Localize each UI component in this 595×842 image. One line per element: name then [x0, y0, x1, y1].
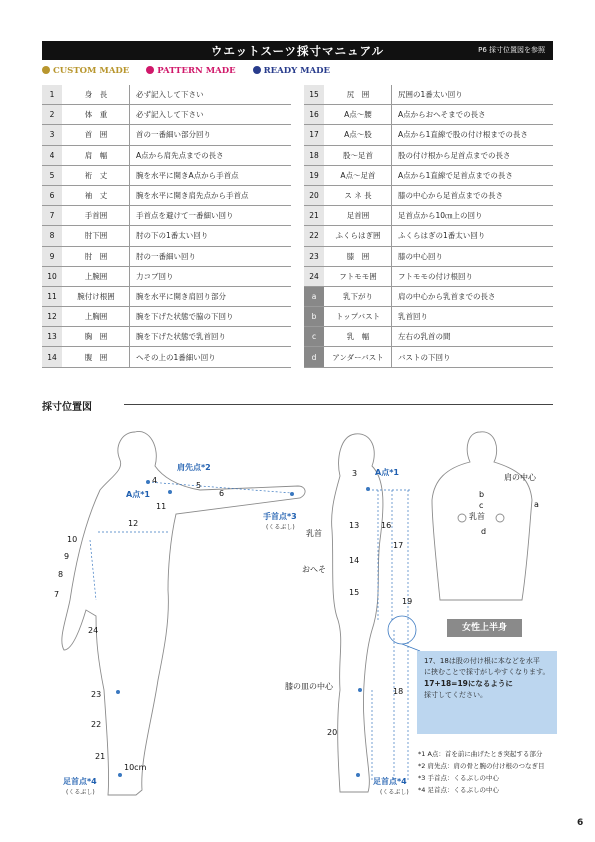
- arm-line-left: [90, 540, 96, 600]
- row-number: a: [304, 286, 325, 306]
- row-description: 肘の一番細い回り: [130, 246, 292, 266]
- row-number: b: [304, 307, 325, 327]
- num-8: 8: [58, 570, 64, 579]
- row-name: 足首囲: [325, 206, 392, 226]
- row-description: 乳首回り: [392, 307, 554, 327]
- right-figure-outline: [332, 434, 383, 792]
- nipple-left-icon: [458, 514, 466, 522]
- row-number: 17: [304, 125, 325, 145]
- wrist-marker-icon: [290, 492, 294, 496]
- info-line-3: 17+18=19になるように: [424, 679, 513, 688]
- wrist-point-label: 手首点*3: [263, 512, 297, 521]
- shoulder-point-label: 肩先点*2: [177, 463, 211, 472]
- row-name: 体 重: [63, 105, 130, 125]
- row-number: 23: [304, 246, 325, 266]
- row-description: 腕を水平に開き肩先点から手首点: [130, 185, 292, 205]
- legend-ready-made: READY MADE: [253, 66, 330, 76]
- num-5: 5: [196, 481, 202, 490]
- female-nipple-label: 乳首: [469, 512, 485, 521]
- row-name: 腕付け根囲: [63, 286, 130, 306]
- info-line-4: 採寸してください。: [424, 691, 487, 699]
- num-17: 17: [393, 541, 404, 550]
- row-number: 11: [42, 286, 63, 306]
- row-name: アンダーバスト: [325, 347, 392, 367]
- row-name: 上胸囲: [63, 307, 130, 327]
- num-21: 21: [95, 752, 106, 761]
- num-14: 14: [349, 556, 360, 565]
- a-point-side-marker-icon: [366, 487, 370, 491]
- row-description: フトモモの付け根回り: [392, 266, 554, 286]
- row-number: 22: [304, 226, 325, 246]
- num-9: 9: [64, 552, 70, 561]
- row-name: 腹 囲: [63, 347, 130, 367]
- knee-left-marker-icon: [116, 690, 120, 694]
- ankle-sub-label-right: (くるぶし): [380, 789, 409, 796]
- legend-custom-made: CUSTOM MADE: [42, 66, 129, 76]
- footnote-4: *4 足首点：くるぶしの中心: [418, 786, 499, 794]
- row-number: c: [304, 327, 325, 347]
- num-c: c: [479, 501, 484, 510]
- navel-label: おへそ: [302, 565, 326, 574]
- row-description: ふくらはぎの1番太い回り: [392, 226, 554, 246]
- row-number: 7: [42, 206, 63, 226]
- shoulder-marker-icon: [168, 490, 172, 494]
- row-description: 肘の下の1番太い回り: [130, 226, 292, 246]
- row-description: 腕を下げた状態で脇の下回り: [130, 307, 292, 327]
- row-description: 必ず記入して下さい: [130, 105, 292, 125]
- row-name: ス ネ 長: [325, 185, 392, 205]
- a-point-label-left: A点*1: [126, 490, 150, 499]
- row-number: 8: [42, 226, 63, 246]
- info-box: [417, 651, 557, 734]
- row-number: 9: [42, 246, 63, 266]
- num-22: 22: [91, 720, 102, 729]
- row-number: 21: [304, 206, 325, 226]
- num-b: b: [479, 490, 485, 499]
- female-upper-body-badge: 女性上半身: [447, 619, 522, 637]
- row-number: 20: [304, 185, 325, 205]
- num-13: 13: [349, 521, 360, 530]
- row-description: 左右の乳首の間: [392, 327, 554, 347]
- row-name: A点～腰: [325, 105, 392, 125]
- row-description: A点からおへそまでの長さ: [392, 105, 554, 125]
- row-name: 胸 囲: [63, 327, 130, 347]
- row-number: 3: [42, 125, 63, 145]
- num-7: 7: [54, 590, 60, 599]
- num-11: 11: [156, 502, 167, 511]
- num-24: 24: [88, 626, 99, 635]
- section-title: 採寸位置図: [42, 402, 92, 413]
- row-name: 肘 囲: [63, 246, 130, 266]
- row-number: 10: [42, 266, 63, 286]
- page-title: ウエットスーツ採寸マニュアル: [210, 44, 385, 58]
- nipple-label: 乳首: [306, 529, 322, 538]
- row-description: 尻囲の1番太い回り: [392, 85, 554, 105]
- row-description: 膝の中心回り: [392, 246, 554, 266]
- ten-cm-label: 10cm: [124, 763, 147, 772]
- row-description: 腕を水平に開きA点から手首点: [130, 165, 292, 185]
- footnote-3: *3 手首点：くるぶしの中心: [418, 774, 499, 782]
- info-line-2: に挟むことで採寸がしやすくなります。: [424, 668, 550, 676]
- num-10: 10: [67, 535, 78, 544]
- row-number: 12: [42, 307, 63, 327]
- ankle-point-label-left: 足首点*4: [63, 777, 97, 786]
- ankle-right-marker-icon: [356, 773, 360, 777]
- reference-note: P6 採寸位置図を参照: [478, 46, 545, 54]
- num-20: 20: [327, 728, 338, 737]
- row-number: 5: [42, 165, 63, 185]
- row-name: A点～股: [325, 125, 392, 145]
- row-name: 身 長: [63, 85, 130, 105]
- num-16: 16: [381, 521, 392, 530]
- ankle-sub-label-left: (くるぶし): [66, 789, 95, 796]
- footnote-1: *1 A点：首を前に曲げたとき突起する部分: [418, 750, 543, 758]
- row-name: フトモモ囲: [325, 266, 392, 286]
- row-name: 裄 丈: [63, 165, 130, 185]
- row-name: 肩 幅: [63, 145, 130, 165]
- row-number: 14: [42, 347, 63, 367]
- row-number: 6: [42, 185, 63, 205]
- crotch-highlight-icon: [388, 616, 416, 644]
- num-12: 12: [128, 519, 139, 528]
- row-name: 袖 丈: [63, 185, 130, 205]
- row-name: 尻 囲: [325, 85, 392, 105]
- row-name: A点～足首: [325, 165, 392, 185]
- row-number: 4: [42, 145, 63, 165]
- row-description: A点から肩先点までの長さ: [130, 145, 292, 165]
- row-description: A点から1直線で股の付け根までの長さ: [392, 125, 554, 145]
- row-description: 首の一番細い部分回り: [130, 125, 292, 145]
- row-number: 15: [304, 85, 325, 105]
- row-description: 足首点から10㎝上の回り: [392, 206, 554, 226]
- num-6: 6: [219, 489, 225, 498]
- row-name: ふくらはぎ囲: [325, 226, 392, 246]
- num-23: 23: [91, 690, 102, 699]
- knee-marker-icon: [358, 688, 362, 692]
- row-description: 膝の中心から足首点までの長さ: [392, 185, 554, 205]
- row-name: 膝 囲: [325, 246, 392, 266]
- num-a: a: [534, 500, 539, 509]
- footnote-2: *2 肩先点：肩の骨と腕の付け根のつなぎ目: [418, 762, 545, 770]
- row-description: 肩の中心から乳首までの長さ: [392, 286, 554, 306]
- row-description: 股の付け根から足首点までの長さ: [392, 145, 554, 165]
- row-name: 上腕囲: [63, 266, 130, 286]
- knee-center-label: 膝の皿の中心: [285, 682, 333, 691]
- left-figure-outline: [62, 431, 305, 795]
- row-description: バストの下回り: [392, 347, 554, 367]
- ankle-point-label-right: 足首点*4: [373, 777, 407, 786]
- row-description: A点から1直線で足首点までの長さ: [392, 165, 554, 185]
- row-number: 16: [304, 105, 325, 125]
- num-d: d: [481, 527, 487, 536]
- num-3: 3: [352, 469, 358, 478]
- a-point-marker-icon: [146, 480, 150, 484]
- row-description: 手首点を避けて一番細い回り: [130, 206, 292, 226]
- row-name: 股～足首: [325, 145, 392, 165]
- info-line-1: 17、18は股の付け根に本などを水平: [424, 657, 540, 665]
- row-description: 必ず記入して下さい: [130, 85, 292, 105]
- num-19: 19: [402, 597, 413, 606]
- num-18: 18: [393, 687, 404, 696]
- num-4: 4: [152, 476, 158, 485]
- page-number: 6: [577, 818, 584, 828]
- row-number: 2: [42, 105, 63, 125]
- row-name: 乳 幅: [325, 327, 392, 347]
- row-description: 腕を水平に開き肩回り部分: [130, 286, 292, 306]
- shoulder-center-label: 肩の中心: [504, 473, 536, 482]
- row-description: へその上の1番細い回り: [130, 347, 292, 367]
- a-point-label-right: A点*1: [375, 468, 399, 477]
- num-15: 15: [349, 588, 360, 597]
- row-number: 13: [42, 327, 63, 347]
- row-number: 1: [42, 85, 63, 105]
- row-description: 力コブ回り: [130, 266, 292, 286]
- row-name: 首 囲: [63, 125, 130, 145]
- row-number: 24: [304, 266, 325, 286]
- row-name: 手首囲: [63, 206, 130, 226]
- row-number: 18: [304, 145, 325, 165]
- legend-pattern-made: PATTERN MADE: [146, 66, 235, 76]
- row-name: 肘下囲: [63, 226, 130, 246]
- row-description: 腕を下げた状態で乳首回り: [130, 327, 292, 347]
- row-number: d: [304, 347, 325, 367]
- row-name: トップバスト: [325, 307, 392, 327]
- row-name: 乳下がり: [325, 286, 392, 306]
- row-number: 19: [304, 165, 325, 185]
- nipple-right-icon: [496, 514, 504, 522]
- ankle-left-marker-icon: [118, 773, 122, 777]
- wrist-sub-label: (くるぶし): [266, 524, 295, 531]
